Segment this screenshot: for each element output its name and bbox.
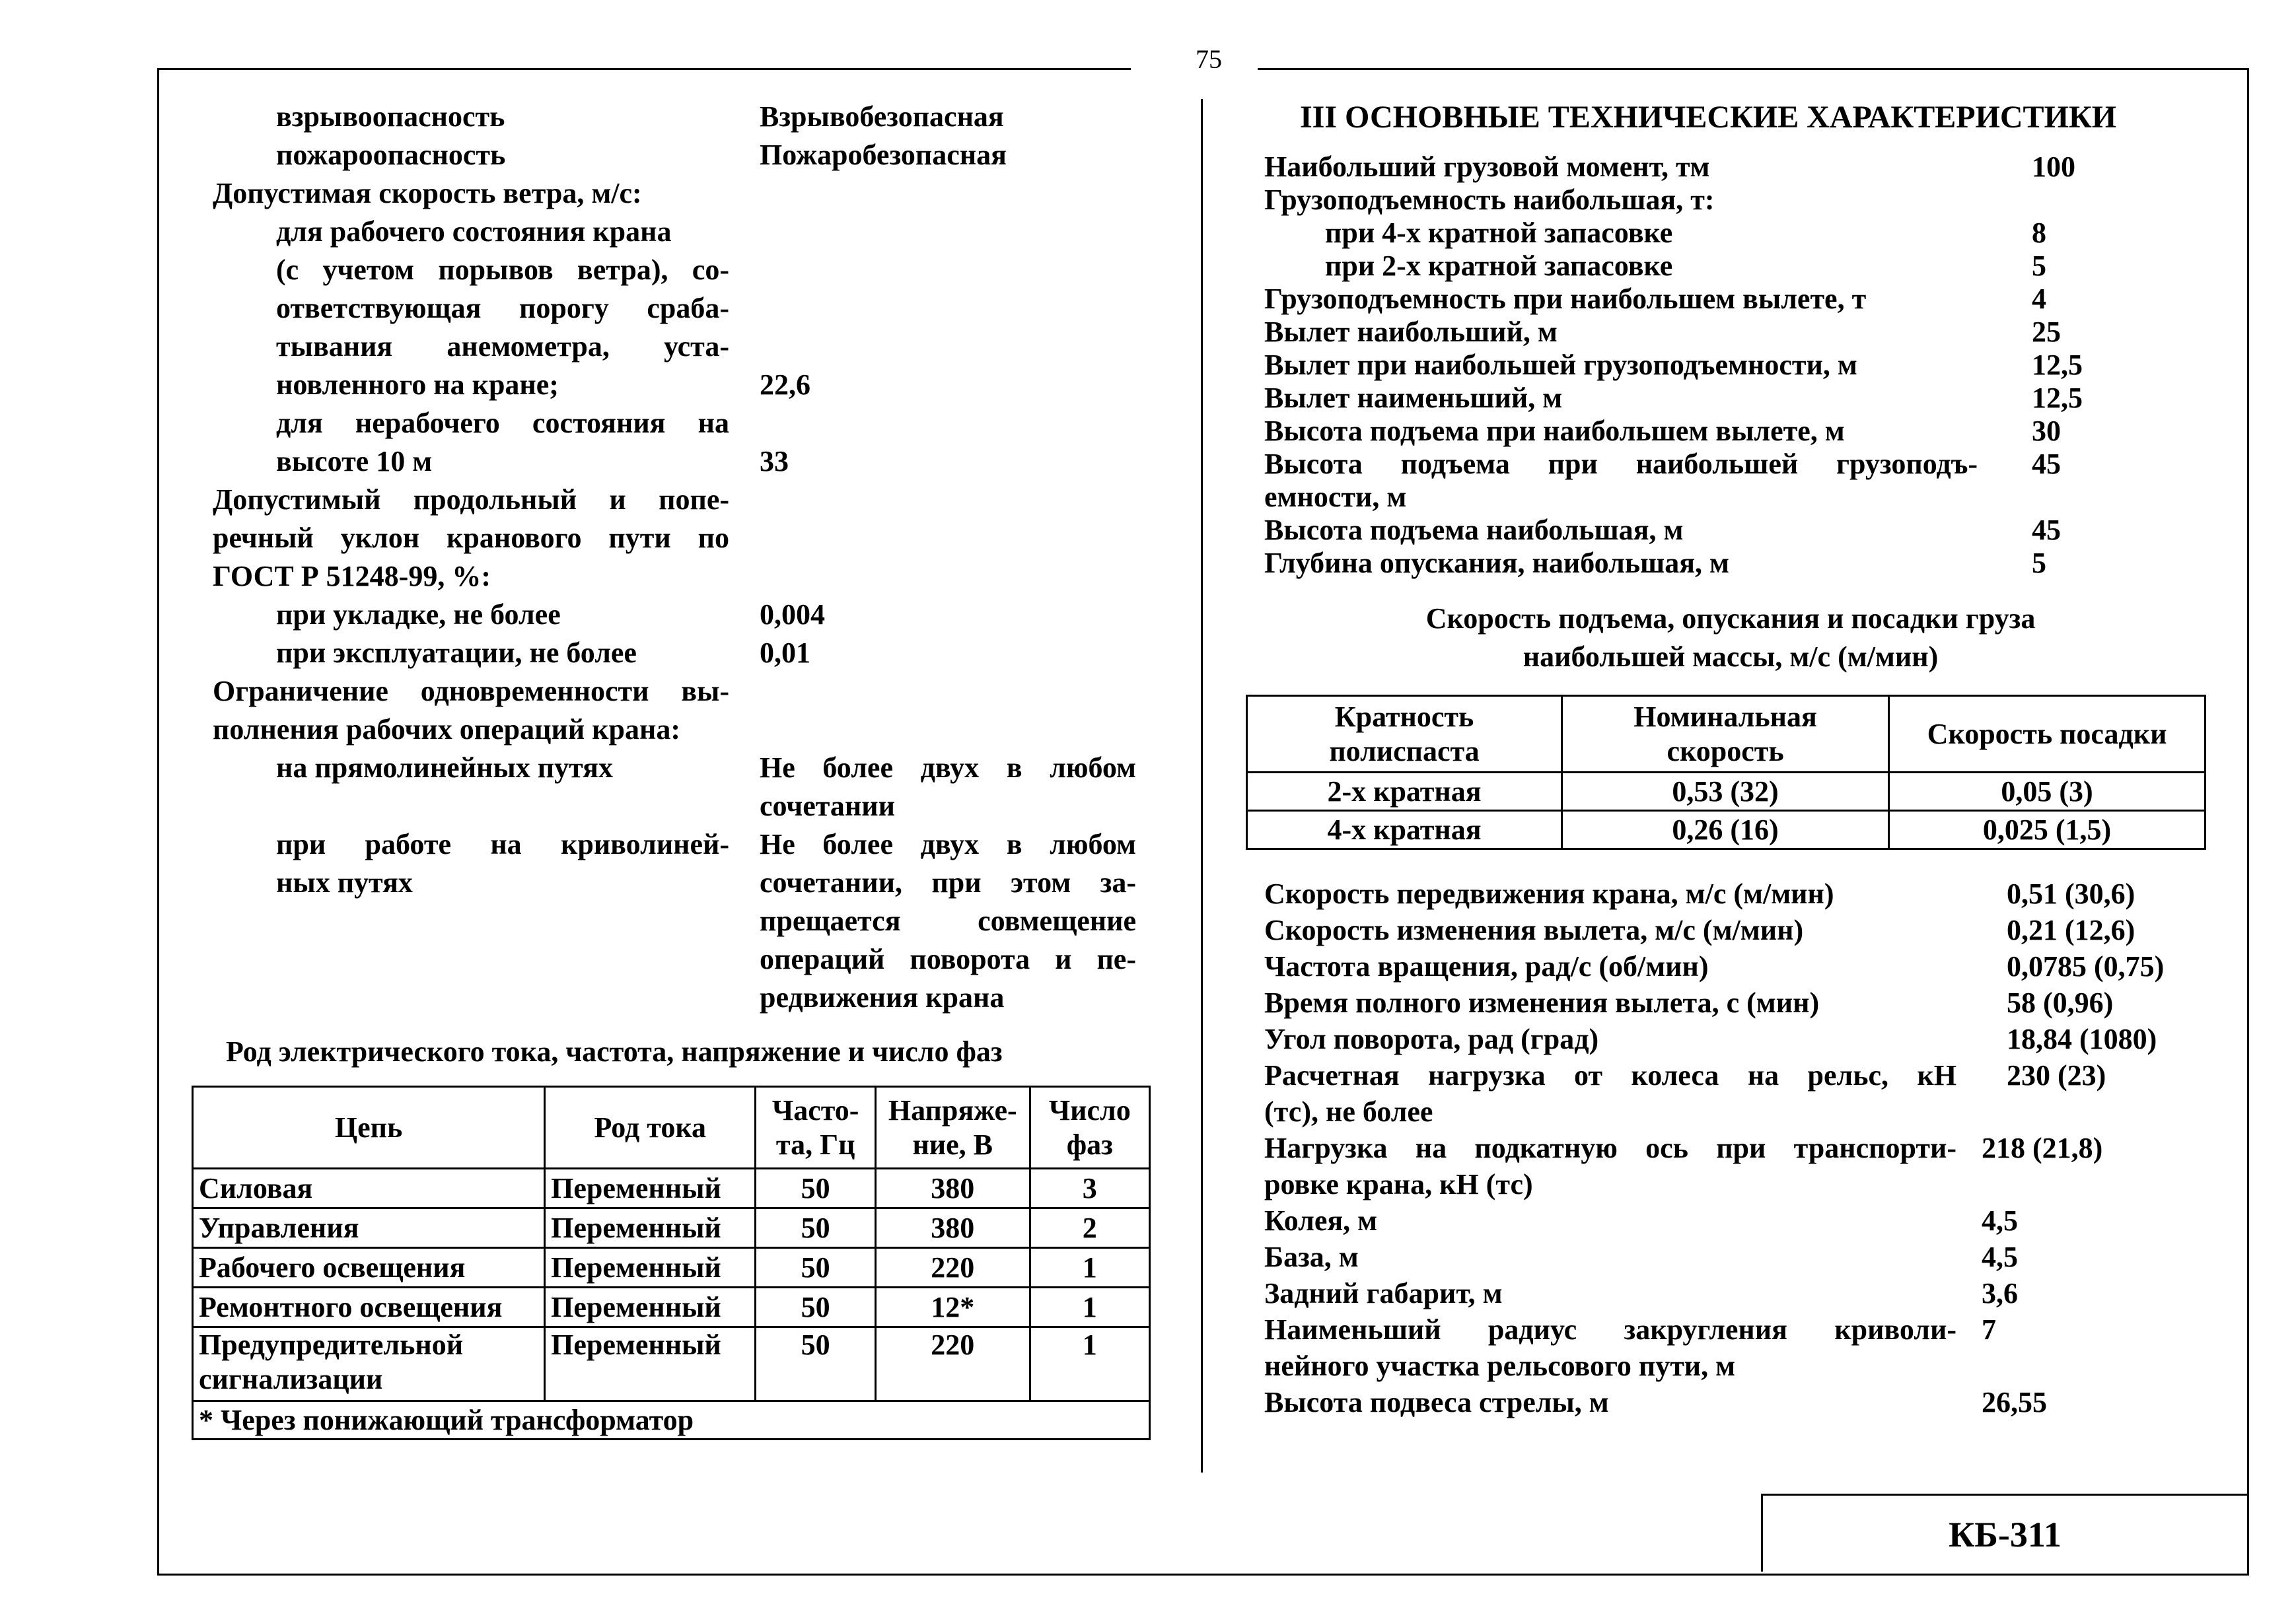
- cell-landing-speed: 0,05 (3): [1889, 773, 2206, 811]
- straight-value-line-1: Не более двух в любом: [760, 751, 1136, 784]
- speed-heading-line-2: наибольшей массы, м/с (м/мин): [1523, 641, 1939, 673]
- param-value: 4,5: [1982, 1241, 2018, 1273]
- slope-item-2-value: 0,01: [760, 637, 810, 669]
- table-row: [1247, 773, 2206, 811]
- spec-value: 4: [2032, 283, 2046, 315]
- page-number: 75: [1196, 44, 1222, 74]
- table-row: [193, 1208, 1150, 1248]
- cell-phases: 1: [1030, 1248, 1149, 1288]
- header-cell: Часто- та, Гц: [756, 1087, 876, 1169]
- slope-item-1-label: при укладке, не более: [276, 598, 561, 631]
- cell-phases: 3: [1030, 1169, 1149, 1208]
- cell-type: Переменный: [545, 1169, 756, 1208]
- cell-multiplicity: 4-х кратная: [1247, 811, 1562, 849]
- header-cell: Род тока: [545, 1087, 756, 1169]
- table-row: [193, 1288, 1150, 1327]
- frame-bottom: [157, 1574, 2249, 1576]
- cell-nominal-speed: 0,53 (32): [1562, 773, 1889, 811]
- cell-voltage: 220: [875, 1327, 1030, 1401]
- spec-height-line-2: емности, м: [1264, 481, 1407, 513]
- cell-frequency: 50: [756, 1208, 876, 1248]
- param-value: 18,84 (1080): [2007, 1023, 2157, 1055]
- param-label: Скорость передвижения крана, м/с (м/мин): [1264, 878, 1834, 910]
- hazard-value-1: Взрывобезопасная: [760, 100, 1004, 133]
- header-cell: Напряже- ние, В: [875, 1087, 1030, 1169]
- curved-value-line-4: операций поворота и пе-: [760, 943, 1136, 975]
- speed-heading-line-1: Скорость подъема, опускания и посадки груза: [1425, 602, 2036, 635]
- cell-phases: 1: [1030, 1288, 1149, 1327]
- straight-label: на прямолинейных путях: [276, 751, 613, 784]
- wind-work-value: 22,6: [760, 368, 810, 401]
- cell-type: Переменный: [545, 1208, 756, 1248]
- spec-label: Высота подъема наибольшая, м: [1264, 514, 1684, 546]
- speed-table: [1246, 695, 2206, 850]
- spec-label: Наибольший грузовой момент, тм: [1264, 151, 1710, 183]
- param-label: Скорость изменения вылета, м/с (м/мин): [1264, 914, 1804, 946]
- cell-frequency: 50: [756, 1248, 876, 1288]
- cell-nominal-speed: 0,26 (16): [1562, 811, 1889, 849]
- spec-value: 5: [2032, 547, 2046, 579]
- cell-circuit: Рабочего освещения: [193, 1248, 545, 1288]
- spec-value: 12,5: [2032, 382, 2083, 414]
- curved-value-line-1: Не более двух в любом: [760, 828, 1136, 860]
- spec-value: 12,5: [2032, 349, 2083, 381]
- cell-phases: 2: [1030, 1208, 1149, 1248]
- param-label: Расчетная нагрузка от колеса на рельс, кН: [1264, 1059, 1956, 1092]
- slope-line-2: речный уклон кранового пути по: [213, 522, 729, 554]
- curved-value-line-5: редвижения крана: [760, 981, 1005, 1014]
- param-value: 0,21 (12,6): [2007, 914, 2135, 946]
- param-label: Время полного изменения вылета, с (мин): [1264, 987, 1820, 1019]
- spec-label: Вылет наименьший, м: [1264, 382, 1563, 414]
- hazard-label-1: взрывоопасность: [276, 100, 505, 133]
- table-row: [193, 1327, 1150, 1401]
- speed-table-header: [1247, 696, 2206, 773]
- cell-voltage: 380: [875, 1208, 1030, 1248]
- cell-voltage: 12*: [875, 1288, 1030, 1327]
- frame-top-left: [157, 68, 1131, 70]
- header-cell: Цепь: [193, 1087, 545, 1169]
- param-value: 58 (0,96): [2007, 987, 2114, 1019]
- cell-circuit: Силовая: [193, 1169, 545, 1208]
- wind-work-line-3: ответствующая порогу сраба-: [276, 292, 729, 324]
- param-label: Нагрузка на подкатную ось при транспорти-: [1264, 1132, 1956, 1164]
- spec-label: Высота подъема при наибольшем вылете, м: [1264, 415, 1845, 447]
- wind-idle-line-1: для нерабочего состояния на: [276, 407, 729, 439]
- wind-work-line-4: тывания анемометра, уста-: [276, 330, 729, 363]
- slope-item-2-label: при эксплуатации, не более: [276, 637, 637, 669]
- param-label: (тс), не более: [1264, 1095, 1433, 1128]
- param-label: ровке крана, кН (тс): [1264, 1168, 1533, 1200]
- param-value: 0,0785 (0,75): [2007, 950, 2165, 983]
- param-label: База, м: [1264, 1241, 1359, 1273]
- spec-value: 25: [2032, 316, 2061, 348]
- curved-label-line-2: ных путях: [276, 866, 413, 899]
- param-value: 218 (21,8): [1982, 1132, 2103, 1164]
- straight-value-line-2: сочетании: [760, 790, 895, 822]
- wind-heading: Допустимая скорость ветра, м/с:: [213, 177, 642, 209]
- param-value: 0,51 (30,6): [2007, 878, 2135, 910]
- slope-line-3: ГОСТ Р 51248-99, %:: [213, 560, 491, 592]
- param-label: Колея, м: [1264, 1204, 1378, 1237]
- curved-value-line-3: прещается совмещение: [760, 905, 1136, 937]
- hazard-label-2: пожароопасность: [276, 139, 506, 171]
- param-value: 7: [1982, 1313, 1996, 1346]
- table-row: [1247, 811, 2206, 849]
- param-value: 3,6: [1982, 1277, 2018, 1309]
- wind-idle-line-2: высоте 10 м: [276, 445, 433, 477]
- title-block: [1761, 1494, 2247, 1572]
- current-table-header: [193, 1087, 1150, 1169]
- param-label: Частота вращения, рад/с (об/мин): [1264, 950, 1709, 983]
- param-value: 4,5: [1982, 1204, 2018, 1237]
- cell-circuit: Управления: [193, 1208, 545, 1248]
- slope-line-1: Допустимый продольный и попе-: [213, 483, 729, 516]
- cell-frequency: 50: [756, 1169, 876, 1208]
- spec-height-line-1: Высота подъема при наибольшей грузоподъ-: [1264, 448, 1978, 480]
- param-label: Наименьший радиус закругления криволи-: [1264, 1313, 1956, 1346]
- cell-voltage: 380: [875, 1169, 1030, 1208]
- spec-value: 8: [2032, 217, 2046, 249]
- limit-line-2: полнения рабочих операций крана:: [213, 713, 680, 746]
- spec-value: 30: [2032, 415, 2061, 447]
- cell-multiplicity: 2-х кратная: [1247, 773, 1562, 811]
- wind-idle-value: 33: [760, 445, 789, 477]
- header-cell: Число фаз: [1030, 1087, 1149, 1169]
- cell-type: Переменный: [545, 1327, 756, 1401]
- spec-label: при 4-х кратной запасовке: [1325, 217, 1673, 249]
- wind-work-line-2: (с учетом порывов ветра), со-: [276, 254, 729, 286]
- spec-label: Вылет наибольший, м: [1264, 316, 1558, 348]
- spec-label: Грузоподъемность наибольшая, т:: [1264, 184, 1715, 216]
- cell-frequency: 50: [756, 1327, 876, 1401]
- cell-frequency: 50: [756, 1288, 876, 1327]
- frame-left: [157, 68, 159, 1575]
- cell-voltage: 220: [875, 1248, 1030, 1288]
- cell-type: Переменный: [545, 1248, 756, 1288]
- slope-item-1-value: 0,004: [760, 598, 825, 631]
- cell-type: Переменный: [545, 1288, 756, 1327]
- spec-label: при 2-х кратной запасовке: [1325, 250, 1673, 282]
- cell-circuit: Предупредительной сигнализации: [193, 1327, 545, 1401]
- cell-landing-speed: 0,025 (1,5): [1889, 811, 2206, 849]
- wind-work-line-1: для рабочего состояния крана: [276, 215, 672, 248]
- spec-label: Вылет при наибольшей грузоподъемности, м: [1264, 349, 1857, 381]
- spec-label: Грузоподъемность при наибольшем вылете, т: [1264, 283, 1867, 315]
- hazard-value-2: Пожаробезопасная: [760, 139, 1007, 171]
- current-table: [192, 1086, 1151, 1440]
- center-divider: [1201, 99, 1203, 1473]
- param-label: Угол поворота, рад (град): [1264, 1023, 1599, 1055]
- header-cell: Кратность полиспаста: [1247, 696, 1562, 773]
- current-heading: Род электрического тока, частота, напряжение и число фаз: [226, 1035, 1003, 1068]
- frame-top-right: [1258, 68, 2248, 70]
- param-label: Высота подвеса стрелы, м: [1264, 1386, 1609, 1418]
- spec-label: Глубина опускания, наибольшая, м: [1264, 547, 1729, 579]
- section-title: III ОСНОВНЫЕ ТЕХНИЧЕСКИЕ ХАРАКТЕРИСТИКИ: [1300, 100, 2117, 135]
- model-code: КБ-311: [1949, 1515, 2062, 1554]
- curved-value-line-2: сочетании, при этом за-: [760, 866, 1136, 899]
- param-label: нейного участка рельсового пути, м: [1264, 1350, 1736, 1382]
- param-value: 230 (23): [2007, 1059, 2106, 1092]
- header-cell: Номинальная скорость: [1562, 696, 1889, 773]
- param-value: 26,55: [1982, 1386, 2047, 1418]
- curved-label-line-1: при работе на криволиней-: [276, 828, 729, 860]
- table-row: [193, 1248, 1150, 1288]
- wind-work-line-5: новленного на кране;: [276, 368, 559, 401]
- frame-right: [2247, 68, 2249, 1575]
- param-label: Задний габарит, м: [1264, 1277, 1503, 1309]
- header-cell: Скорость посадки: [1889, 696, 2206, 773]
- limit-line-1: Ограничение одновременности вы-: [213, 675, 729, 707]
- spec-value: 5: [2032, 250, 2046, 282]
- cell-circuit: Ремонтного освещения: [193, 1288, 545, 1327]
- spec-value: 100: [2032, 151, 2075, 183]
- table-row: [193, 1169, 1150, 1208]
- table-footnote-row: [193, 1401, 1150, 1440]
- cell-phases: 1: [1030, 1327, 1149, 1401]
- table-footnote: * Через понижающий трансформатор: [193, 1401, 1150, 1440]
- spec-value: 45: [2032, 514, 2061, 546]
- spec-height-value: 45: [2032, 448, 2061, 480]
